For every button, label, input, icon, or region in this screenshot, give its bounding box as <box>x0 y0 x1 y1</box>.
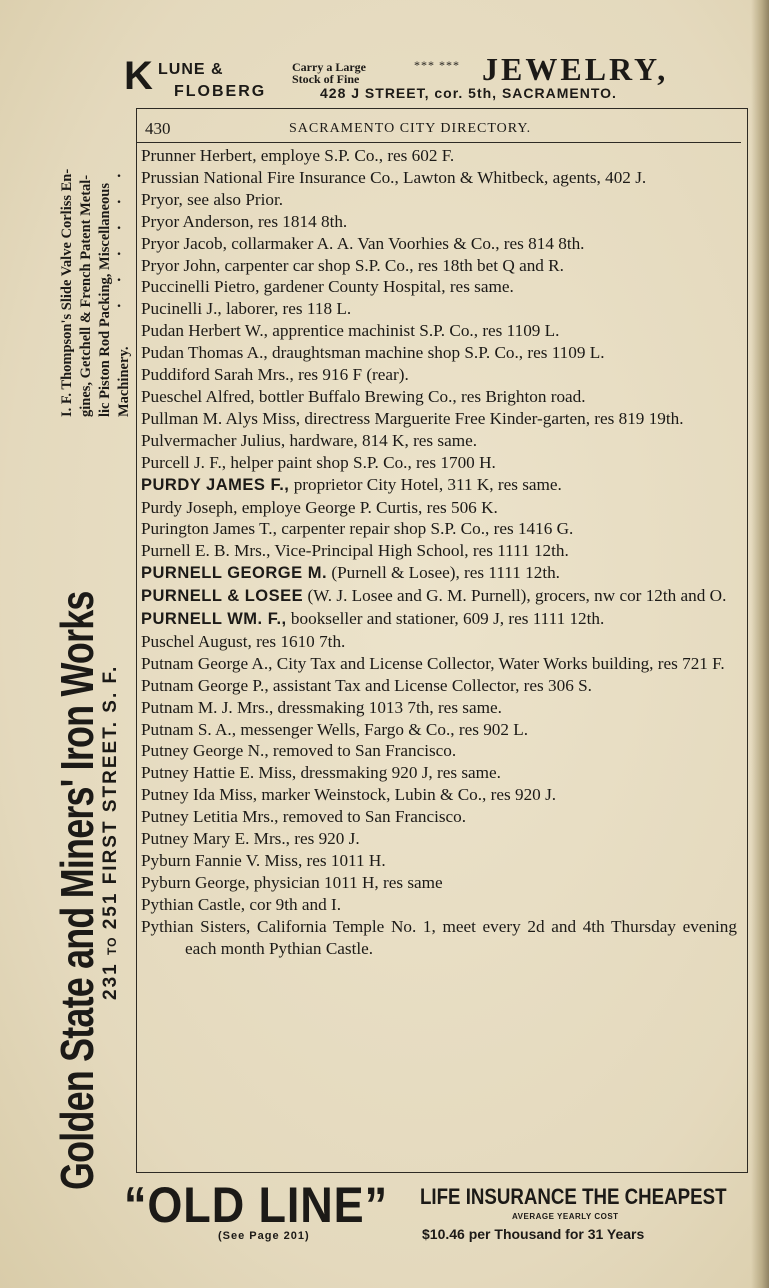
average-cost-label: AVERAGE YEARLY COST <box>512 1212 619 1221</box>
entry-bold-name: PURNELL WM. F., <box>141 610 287 629</box>
directory-entry <box>141 276 737 298</box>
entry-text: Prunner Herbert, employe S.P. Co., res 602 F. <box>141 146 455 165</box>
directory-entry <box>141 740 737 762</box>
entry-text: (W. J. Losee and G. M. Purnell), grocers, nw cor 12th and O. <box>303 586 727 606</box>
klune-name: LUNE & <box>158 61 224 78</box>
thompson-ad-line-4: Machinery. <box>116 346 132 417</box>
entry-text: Puccinelli Pietro, gardener County Hospital, res same. <box>141 277 514 297</box>
jewelry-address: 428 J STREET, cor. 5th, SACRAMENTO. <box>320 85 617 101</box>
entry-text: Puschel August, res 1610 7th. <box>141 631 346 651</box>
directory-entry <box>141 298 737 320</box>
entry-text: Pryor Anderson, res 1814 8th. <box>141 211 348 231</box>
entry-text: Putnam M. J. Mrs., dressmaking 1013 7th, res same. <box>141 697 502 717</box>
address-to: TO <box>105 936 119 956</box>
directory-entry <box>141 452 737 474</box>
entry-text: Purdy Joseph, employe George P. Curtis, res 506 K. <box>141 497 498 517</box>
carry-line-1: Carry a Large <box>292 60 366 74</box>
carry-stock-text <box>292 61 366 85</box>
directory-entry <box>141 675 737 697</box>
page-number: 430 <box>145 119 171 138</box>
directory-entry <box>141 653 737 675</box>
directory-entry <box>141 806 737 828</box>
directory-entry <box>141 342 737 364</box>
entry-text: Pythian Sisters, California Temple No. 1, meet every 2d and 4th Thursday evening each month Pythian Castle. <box>141 916 737 958</box>
entry-text: Pyburn Fannie V. Miss, res 1011 H. <box>141 851 386 870</box>
entry-text: Pryor, see also Prior. <box>141 189 284 209</box>
directory-entry <box>141 211 737 233</box>
page-edge-shadow <box>751 0 769 1288</box>
floberg-name: FLOBERG <box>174 83 267 100</box>
entry-text: Prussian National Fire Insurance Co., Lawton & Whitbeck, agents, 402 J. <box>141 167 647 187</box>
directory-entry <box>141 562 737 585</box>
directory-entry <box>141 189 737 211</box>
life-insurance-text: LIFE INSURANCE THE CHEAPEST <box>420 1184 727 1209</box>
entry-text: Putnam George A., City Tax and License Collector, Water Works building, res 721 F. <box>141 653 725 673</box>
entry-text: Putnam George P., assistant Tax and License Collector, res 306 S. <box>141 675 592 695</box>
directory-entry <box>141 784 737 806</box>
entry-text: Putney George N., removed to San Francisco. <box>141 741 457 761</box>
running-head <box>141 119 741 139</box>
directory-entry <box>141 518 737 540</box>
entry-text: Pucinelli J., laborer, res 118 L. <box>141 299 352 319</box>
entry-text: Putney Hattie E. Miss, dressmaking 920 J, res same. <box>141 763 501 783</box>
directory-entry <box>141 850 737 872</box>
entry-text: Pryor Jacob, collarmaker A. A. Van Voorhies & Co., res 814 8th. <box>141 233 585 253</box>
old-line-title: “OLD LINE” <box>124 1177 388 1233</box>
directory-entry <box>141 719 737 741</box>
directory-entry <box>141 872 737 894</box>
entry-text: Purnell E. B. Mrs., Vice-Principal High School, res 1111 12th. <box>141 541 569 561</box>
entry-bold-name: PURDY JAMES F., <box>141 475 290 494</box>
directory-entry <box>141 386 737 408</box>
directory-entry <box>141 233 737 255</box>
entry-text: Putney Ida Miss, marker Weinstock, Lubin & Co., res 920 J. <box>141 785 557 805</box>
directory-entry <box>141 474 737 497</box>
entry-text: Pullman M. Alys Miss, directress Marguerite Free Kinder-garten, res 819 19th. <box>141 408 684 428</box>
jewelry-title: JEWELRY, <box>482 51 669 87</box>
thompson-ad-line-3: lic Piston Rod Packing, Miscellaneous <box>97 182 113 417</box>
entry-bold-name: PURNELL & LOSEE <box>141 587 304 606</box>
directory-entry <box>141 608 737 631</box>
directory-entry <box>141 408 737 430</box>
address-from: 231 <box>100 962 121 1000</box>
entry-text: Pudan Thomas A., draughtsman machine shop S.P. Co., res 1109 L. <box>141 343 605 363</box>
entry-text: bookseller and stationer, 609 J, res 1111 12th. <box>286 609 605 629</box>
entry-text: (Purnell & Losee), res 1111 12th. <box>327 563 560 583</box>
entry-text: Puddiford Sarah Mrs., res 916 F (rear). <box>141 365 409 385</box>
carry-line-2: Stock of Fine <box>292 72 360 86</box>
directory-entry <box>141 894 737 916</box>
directory-entry <box>141 631 737 653</box>
entry-text: Pudan Herbert W., apprentice machinist S.P. Co., res 1109 L. <box>141 321 560 341</box>
directory-entry <box>141 697 737 719</box>
entry-text: Pythian Castle, cor 9th and I. <box>141 894 342 914</box>
insurance-rate: $10.46 per Thousand for 31 Years <box>422 1226 645 1242</box>
iron-works-address <box>100 665 122 1000</box>
golden-state-iron-works-ad: Golden State and Miners' Iron Works <box>51 591 103 1190</box>
margin-leader-dots: . . . . . . <box>117 164 121 311</box>
directory-title: SACRAMENTO CITY DIRECTORY. <box>289 121 532 136</box>
directory-entry <box>141 430 737 452</box>
directory-entry <box>141 497 737 519</box>
directory-entry <box>141 828 737 850</box>
header-rule <box>137 142 741 143</box>
entry-text: Purcell J. F., helper paint shop S.P. Co., res 1700 H. <box>141 452 496 472</box>
directory-listing-box <box>136 108 748 1173</box>
entry-list <box>141 145 737 960</box>
footer-insurance-ad <box>124 1177 754 1242</box>
entry-text: Purington James T., carpenter repair shop S.P. Co., res 1416 G. <box>141 519 574 539</box>
directory-entry <box>141 255 737 277</box>
thompson-ad-line-2: gines, Getchell & French Patent Metal- <box>78 174 94 417</box>
directory-entry <box>141 585 737 608</box>
directory-entry <box>141 762 737 784</box>
directory-entry <box>141 364 737 386</box>
decorative-stars-icon: *** *** <box>414 58 460 72</box>
entry-text: Putnam S. A., messenger Wells, Fargo & Co., res 902 L. <box>141 719 529 739</box>
entry-text: Pyburn George, physician 1011 H, res same <box>141 872 443 892</box>
directory-entry <box>141 145 737 167</box>
entry-bold-name: PURNELL GEORGE M. <box>141 564 328 583</box>
directory-entry <box>141 320 737 342</box>
directory-entry <box>141 540 737 562</box>
thompson-ad-line-1: I. F. Thompson's Slide Valve Corliss En- <box>59 168 75 417</box>
entry-text: Pryor John, carpenter car shop S.P. Co., res 18th bet Q and R. <box>141 255 564 275</box>
address-rest: 251 FIRST STREET. S. F. <box>100 664 121 930</box>
entry-text: proprietor City Hotel, 311 K, res same. <box>289 474 562 494</box>
directory-entry <box>141 916 737 960</box>
directory-entry <box>141 167 737 189</box>
entry-text: Pueschel Alfred, bottler Buffalo Brewing Co., res Brighton road. <box>141 386 586 406</box>
klune-initial: K <box>124 54 153 98</box>
see-page-reference: (See Page 201) <box>218 1230 310 1242</box>
entry-text: Putney Mary E. Mrs., res 920 J. <box>141 829 360 849</box>
entry-text: Pulvermacher Julius, hardware, 814 K, res same. <box>141 430 478 450</box>
entry-text: Putney Letitia Mrs., removed to San Francisco. <box>141 807 467 827</box>
header-jewelry-ad <box>124 52 754 106</box>
